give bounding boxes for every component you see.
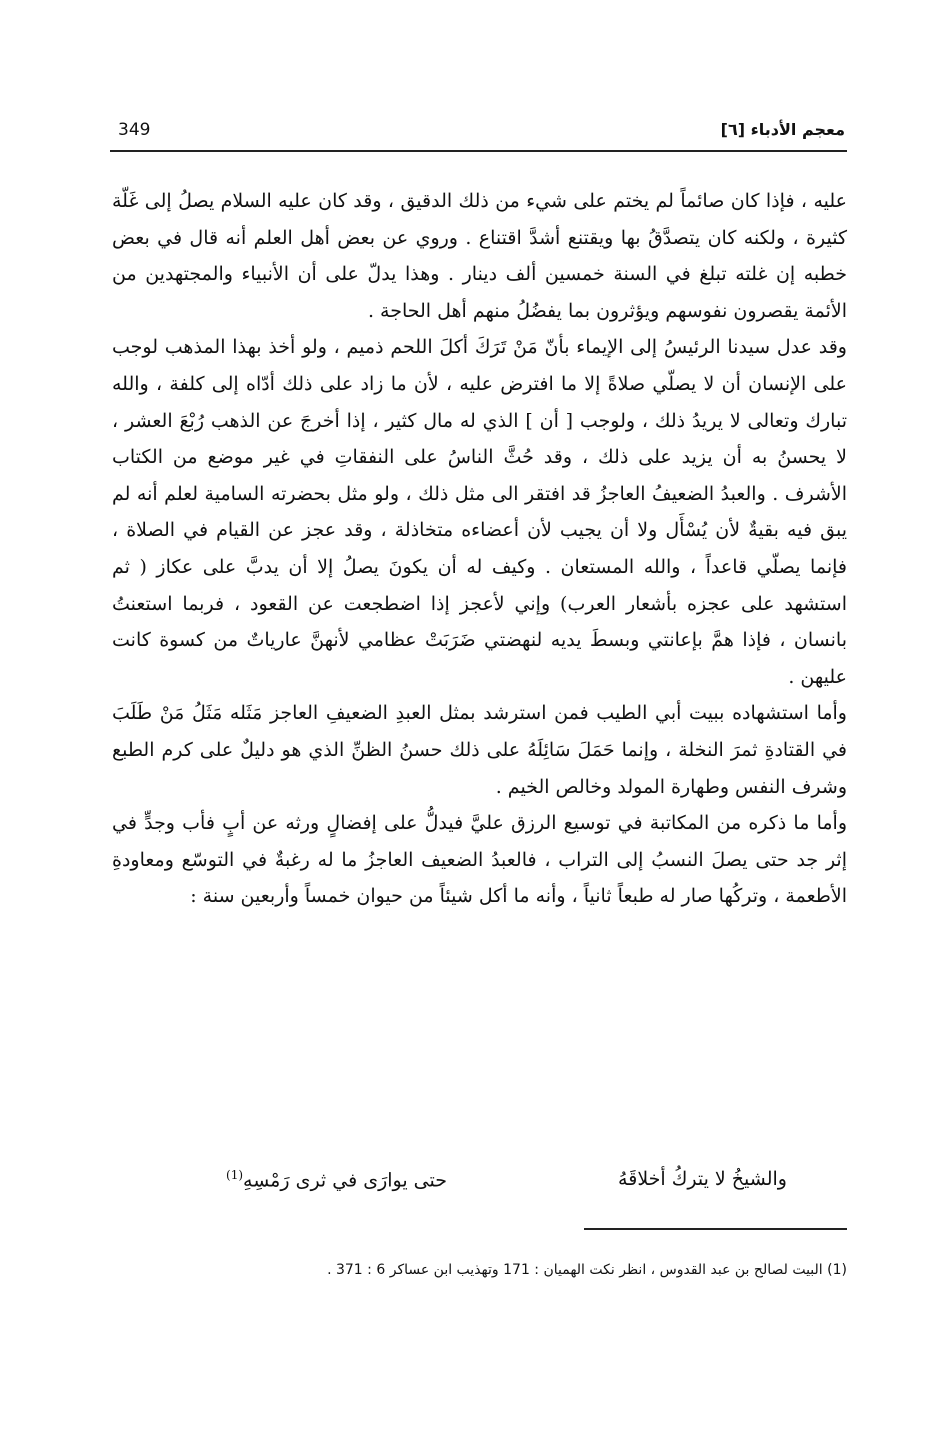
verse-second-text: حتى يوارَى في ثرى رَمْسِهِ [243,1169,447,1192]
running-header [110,120,845,150]
header-title: معجم الأدباء [٦] [720,120,845,139]
paragraph: وقد عدل سيدنا الرئيسُ إلى الإيماء بأنّ مَنْ تَرَكَ أكلَ اللحم ذميم ، ولو أخذ بهذا المذهب لوجب على الإنسان أن لا يصلّي صلاةً إلا ما افترض عليه ، لأن ما زاد على ذلك أدّاه إلى كلفة ، والله تبارك وتعالى لا يريدُ ذلك ، ولوجب [ أن ] الذي له مال كثير ، إذا أخرجَ عن الذهب رُبْعَ العشر ، لا يحسنُ به أن يزيد على ذلك ، وقد حُثَّ الناسُ على النفقاتِ في غير موضع من الكتاب الأشرف . والعبدُ الضعيفُ العاجزُ قد افتقر الى مثل ذلك ، ولو مثل بحضرته السامية لعلم أنه لم يبق فيه بقيةٌ لأن يُسْأَل ولا أن يجيب لأن أعضاءه متخاذلة ، وقد عجز عن القيام في الصلاة ، فإنما يصلّي قاعداً ، والله المستعان . وكيف له أن يكونَ يصلُ إلا أن يدبَّ على عكاز ( ثم استشهد على عجزه بأشعار العرب) وإني لأعجز إذا اضطجعت عن القعود ، فربما استعنتُ بانسان ، فإذا همَّ بإعانتي وبسطَ يديه لنهضتي ضَرَبَتْ عظامي لأنهنَّ عارياتٌ من كسوة كانت عليهن . [112,336,847,688]
paragraph: عليه ، فإذا كان صائماً لم يختم على شيء من ذلك الدقيق ، وقد كان عليه السلام يصلُ إلى غَلّة كثيرة ، ولكنه كان يتصدَّقُ بها ويقتنع أشدَّ اقتناع . وروي عن بعض أهل العلم أنه قال في بعض خطبه إن غلته تبلغ في السنة خمسين ألف دينار . وهذا يدلّ على أن الأنبياء والمجتهدين من الأئمة يقصرون نفوسهم ويؤثرون بما يفضُلُ منهم أهل الحاجة . [112,190,847,322]
verse-first-hemistich: والشيخُ لا يتركُ أخلاقَهُ [618,1168,787,1190]
paragraph: وأما ما ذكره من المكاتبة في توسيع الرزق عليَّ فيدلُّ على إفضالٍ ورثه عن أبٍ فأب وجدٍّ في إثر جد حتى يصلَ النسبُ إلى التراب ، فالعبدُ الضعيف العاجزُ ما له رغبةٌ في التوسّع ومعاودةِ الأطعمة ، وتركُها صار له طبعاً ثانياً ، وأنه ما أكل شيئاً من حيوان خمساً وأربعين سنة : [112,812,847,908]
footnote-marker: (1) [226,1168,244,1182]
footnote: (1) البيت لصالح بن عبد القدوس ، انظر نكت الهميان : 171 وتهذيب ابن عساكر 6 : 371 . [327,1262,847,1278]
body-text [112,183,847,915]
poetry-verse [112,1168,847,1208]
footnote-rule [584,1228,847,1230]
header-rule [110,150,847,152]
page-number: 349 [118,120,151,140]
paragraph: وأما استشهاده ببيت أبي الطيب فمن استرشد بمثل العبدِ الضعيفِ العاجز مَثَله مَثَلُ مَنْ طَلَبَ في القتادةِ ثمرَ النخلة ، وإنما حَمَلَ سَائِلَهُ على ذلك حسنُ الظنِّ الذي هو دليلٌ على كرم الطبع وشرف النفس وطهارة المولد وخالص الخيم . [112,702,847,798]
verse-second-hemistich [226,1168,447,1191]
